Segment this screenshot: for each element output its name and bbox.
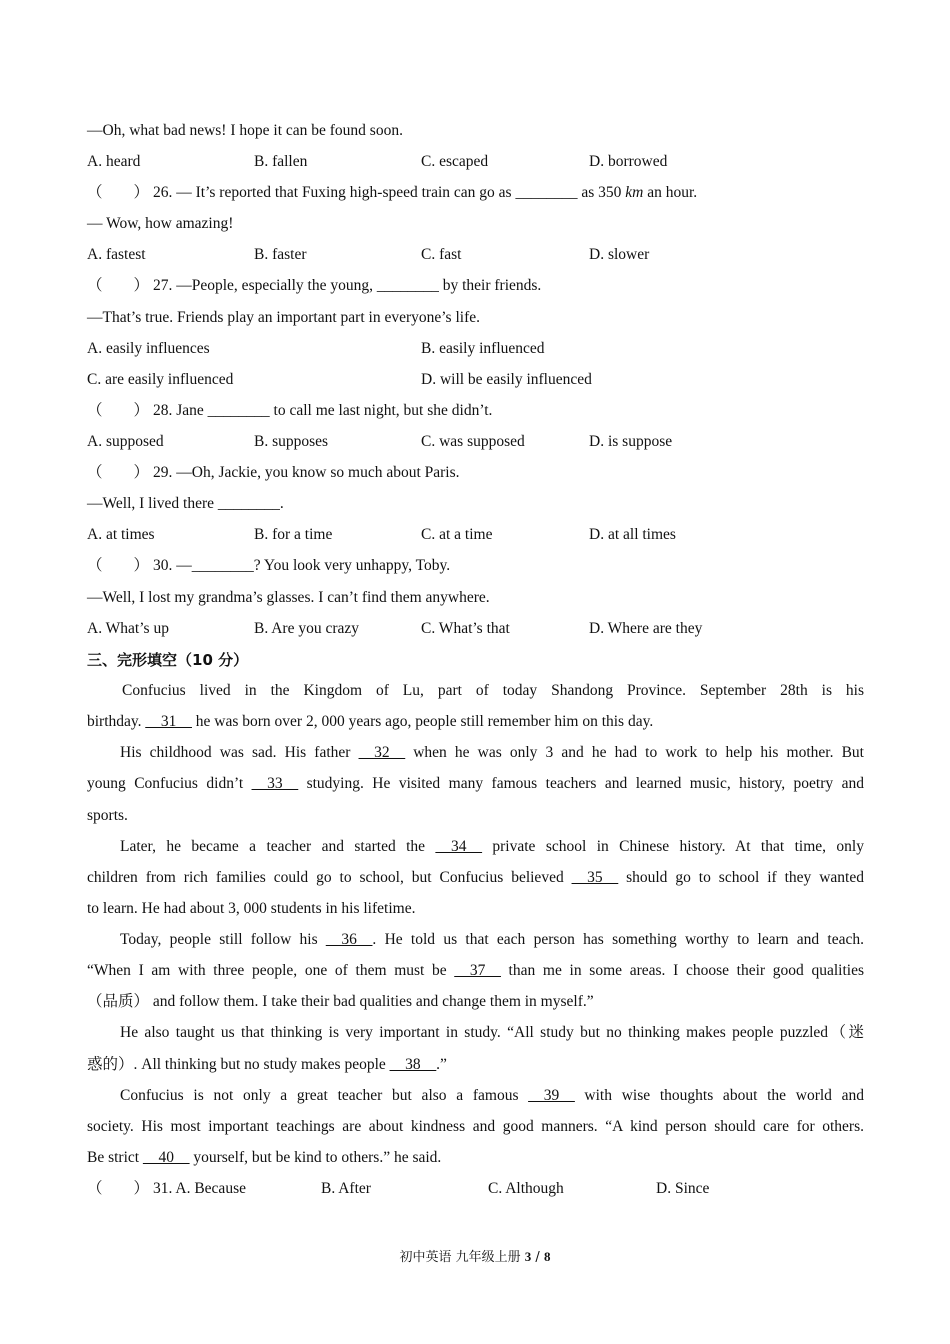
page-footer: 初中英语 九年级上册 3 / 8 <box>399 1249 551 1265</box>
q30-option-b: B. Are you crazy <box>254 620 360 637</box>
answer-paren: （ ） <box>87 184 150 201</box>
blank-39: __39__ <box>528 1087 575 1104</box>
blank-36: __36__ <box>325 931 373 948</box>
passage-line: Later, he became a teacher and started the __34__ private school in Chinese history. At that time, only <box>120 838 864 855</box>
q31-option-a: 31. A. Because <box>153 1180 246 1197</box>
page-number: 3 <box>524 1249 532 1264</box>
q29-option-a: A. at times <box>87 526 155 543</box>
passage-line: Confucius is not only a great teacher but also a famous __39__ with wise thoughts about the world and <box>120 1087 865 1104</box>
page-total: 8 <box>543 1249 551 1264</box>
q27-option-a: A. easily influences <box>87 340 210 357</box>
q31-stem <box>87 1179 246 1199</box>
q25-option-b: B. fallen <box>254 153 308 170</box>
blank-37: __37__ <box>454 962 501 979</box>
passage-line: He also taught us that thinking is very important in study. “All study but no thinking makes people puzzled（迷 <box>120 1024 864 1041</box>
blank-38: __38__ <box>389 1056 437 1073</box>
passage-line: Today, people still follow his __36__. He told us that each person has something worthy to learn and teach. <box>120 931 865 948</box>
q27-option-c: C. are easily influenced <box>87 371 234 388</box>
q26-reply: — Wow, how amazing! <box>87 215 234 232</box>
blank-31: __31__ <box>145 713 192 730</box>
q28-stem: （ ） 28. Jane ________ to call me last night, but she didn’t. <box>87 402 493 419</box>
q30-stem: （ ） 30. —________? You look very unhappy, Toby. <box>87 557 451 574</box>
q26-option-c: C. fast <box>421 246 462 263</box>
passage-line: to learn. He had about 3, 000 students in his lifetime. <box>87 900 416 917</box>
passage-line: His childhood was sad. His father __32__ when he was only 3 and he had to work to help his mother. But <box>120 744 864 761</box>
blank-34: __34__ <box>435 838 482 855</box>
q30-option-c: C. What’s that <box>421 620 510 637</box>
passage-line: sports. <box>87 807 128 824</box>
q29-reply: —Well, I lived there ________. <box>87 495 284 512</box>
q29-option-d: D. at all times <box>589 526 676 543</box>
q26-option-d: D. slower <box>589 246 650 263</box>
blank-32: __32__ <box>358 744 406 761</box>
passage-line: Confucius lived in the Kingdom of Lu, part of today Shandong Province. September 28th is his <box>122 682 864 699</box>
answer-paren: （ ） <box>87 1180 150 1197</box>
answer-paren: （ ） <box>87 464 150 481</box>
passage-line: “When I am with three people, one of them must be __37__ than me in some areas. I choose their good qualities <box>87 962 864 979</box>
q27-stem: （ ） 27. —People, especially the young, ________ by their friends. <box>87 277 542 294</box>
passage-line: 惑的）. All thinking but no study makes people __38__.” <box>87 1056 447 1073</box>
q26-option-a: A. fastest <box>87 246 146 263</box>
q31-option-d: D. Since <box>656 1180 710 1197</box>
q30-option-a: A. What’s up <box>87 620 169 637</box>
passage-line: society. His most important teachings are about kindness and good manners. “A kind person should care for others. <box>87 1118 864 1135</box>
q28-option-c: C. was supposed <box>421 433 525 450</box>
q25-option-a: A. heard <box>87 153 141 170</box>
q27-option-d: D. will be easily influenced <box>421 371 592 388</box>
q29-stem: （ ） 29. —Oh, Jackie, you know so much about Paris. <box>87 464 460 481</box>
passage-line: Be strict __40__ yourself, but be kind to others.” he said. <box>87 1149 442 1166</box>
q25-option-c: C. escaped <box>421 153 489 170</box>
q30-reply: —Well, I lost my grandma’s glasses. I can’t find them anywhere. <box>87 589 490 606</box>
q28-option-d: D. is suppose <box>589 433 673 450</box>
q26-option-b: B. faster <box>254 246 307 263</box>
q29-option-c: C. at a time <box>421 526 493 543</box>
section-heading: 三、完形填空（10 分） <box>87 651 249 669</box>
q31-option-b: B. After <box>321 1180 371 1197</box>
passage-line: young Confucius didn’t __33__ studying. He visited many famous teachers and learned music, history, poetry and <box>87 775 864 792</box>
q27-reply: —That’s true. Friends play an important part in everyone’s life. <box>87 309 480 326</box>
answer-paren: （ ） <box>87 277 150 294</box>
passage-line: （品质） and follow them. I take their bad qualities and change them in myself.” <box>87 993 594 1010</box>
q28-option-b: B. supposes <box>254 433 329 450</box>
answer-paren: （ ） <box>87 402 150 419</box>
q30-option-d: D. Where are they <box>589 620 703 637</box>
q26-stem: （ ） 26. — It’s reported that Fuxing high-speed train can go as ________ as 350 km an hour. <box>87 184 698 201</box>
q25-reply: —Oh, what bad news! I hope it can be found soon. <box>87 122 403 139</box>
answer-paren: （ ） <box>87 557 150 574</box>
q31-option-c: C. Although <box>488 1180 564 1197</box>
passage-line: birthday. __31__ he was born over 2, 000 years ago, people still remember him on this day. <box>87 713 654 730</box>
q28-option-a: A. supposed <box>87 433 164 450</box>
blank-35: __35__ <box>571 869 619 886</box>
blank-33: __33__ <box>251 775 299 792</box>
q25-option-d: D. borrowed <box>589 153 668 170</box>
blank-40: __40__ <box>142 1149 190 1166</box>
q29-option-b: B. for a time <box>254 526 333 543</box>
passage-line: children from rich families could go to school, but Confucius believed __35__ should go to school if they wanted <box>87 869 864 886</box>
q27-option-b: B. easily influenced <box>421 340 545 357</box>
